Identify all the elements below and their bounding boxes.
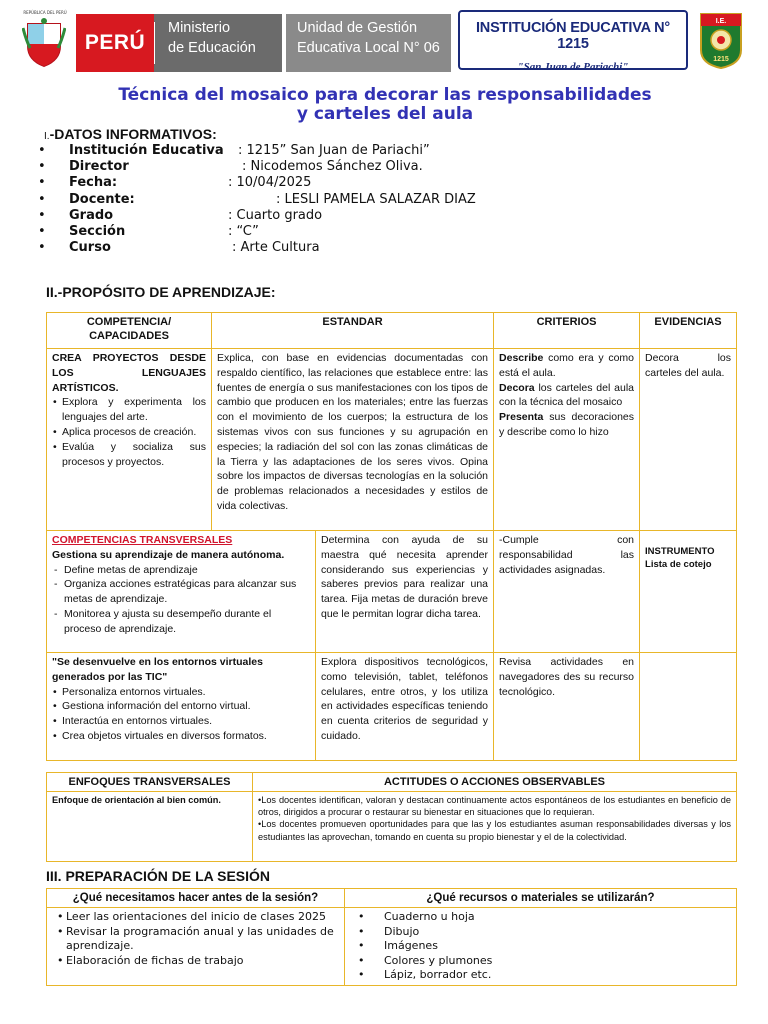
material-item: • Dibujo xyxy=(384,925,731,940)
material-item: • Colores y plumones xyxy=(384,954,731,969)
actitudes-cell xyxy=(253,792,737,862)
capacidad-item: - Define metas de aprendizaje xyxy=(64,563,310,578)
estandar-cell: Explora dispositivos tecnológicos, como televisión, tablet, teléfonos celulares, entre otros, y los utiliza en actividades específicas teniendo en cuenta criterios de seguridad y cuidado. xyxy=(316,653,494,761)
info-value: : 10/04/2025 xyxy=(228,175,312,191)
capacidad-item: • Explora y experimenta los lenguajes del arte. xyxy=(62,395,206,425)
info-label: Fecha: xyxy=(69,175,118,191)
capacidad-item: • Gestiona información del entorno virtual. xyxy=(62,699,310,714)
header-criterios: CRITERIOS xyxy=(494,313,640,349)
capacidad-item: • Crea objetos virtuales en diversos formatos. xyxy=(62,729,310,744)
criterio-verb: Describe xyxy=(499,352,544,364)
capacidad-item: • Personaliza entornos virtuales. xyxy=(62,685,310,700)
competencia-cell xyxy=(47,349,212,531)
before-item: • Elaboración de fichas de trabajo xyxy=(66,954,339,969)
peru-coat-of-arms-icon xyxy=(22,16,66,68)
actitud-item: •Los docentes promueven oportunidades para que las y los estudiantes asuman responsabilidades diversas y los estudiantes las aprovechan, tomando en cuenta su propio bienestar y el de la colectividad. xyxy=(258,819,731,842)
info-list xyxy=(38,143,738,256)
table-row xyxy=(47,349,737,531)
info-value: : LESLI PAMELA SALAZAR DIAZ xyxy=(276,191,476,207)
competencia-title: CREA PROYECTOS DESDE LOS LENGUAJES ARTÍSTICOS. xyxy=(52,352,206,394)
materials-cell xyxy=(345,908,737,986)
info-label: Director xyxy=(69,159,129,175)
table-row xyxy=(47,653,737,761)
section-roman: I. xyxy=(44,131,50,142)
info-value: : 1215” San Juan de Pariachi” xyxy=(238,143,430,158)
capacidad-item: • Aplica procesos de creación. xyxy=(62,425,206,440)
title-line1: Técnica del mosaico para decorar las responsabilidades xyxy=(118,85,652,105)
capacidad-item: - Monitorea y ajusta su desempeño durante el proceso de aprendizaje. xyxy=(64,607,310,637)
criterio-text: sus decoraciones y describe como lo hizo xyxy=(499,411,635,438)
before-item: • Leer las orientaciones del inicio de clases 2025 xyxy=(66,910,339,925)
section-datos-label: -DATOS INFORMATIVOS: xyxy=(49,126,217,142)
criterio-text: como era y como está el aula. xyxy=(499,352,635,379)
info-label: Institución Educativa xyxy=(69,143,224,158)
capacidad-item: - Organiza acciones estratégicas para alcanzar sus metas de aprendizaje. xyxy=(64,577,310,607)
institution-banner xyxy=(458,10,688,73)
evidencias-cell xyxy=(640,653,737,761)
section-preparacion-heading: III. PREPARACIÓN DE LA SESIÓN xyxy=(46,868,271,884)
info-item: • Director : Nicodemos Sánchez Oliva. xyxy=(38,159,423,175)
info-value: : “C” xyxy=(228,223,259,239)
transversal-label: COMPETENCIAS TRANSVERSALES xyxy=(52,534,233,546)
capacidad-item: • Interactúa en entornos virtuales. xyxy=(62,714,310,729)
header-evidencias: EVIDENCIAS xyxy=(640,313,737,349)
info-label: Grado xyxy=(69,207,114,223)
info-item: • Grado : Cuarto grado xyxy=(38,207,323,223)
ministerio-logo xyxy=(154,14,282,72)
capacidad-item: • Evalúa y socializa sus procesos y proyectos. xyxy=(62,440,206,470)
estandar-cell: Explica, con base en evidencias documentadas con respaldo científico, las relaciones que establece entre: las fuentes de energía o sus manifestaciones con los tipos de cambio que producen en los materiales; entre las fuerzas con el movimiento de los cuerpos; la estructura de los sistemas vivos con sus funciones y su agrupación en especies; la radiación del sol con las zonas climáticas de la Tierra y las adaptaciones de los seres vivos. Opina sobre los impactos de diversas tecnologías en la solución de problemas relacionados a necesidades y estilos de vida colectivas. xyxy=(212,349,494,531)
header-before-session: ¿Qué necesitamos hacer antes de la sesión? xyxy=(47,889,345,908)
header-estandar: ESTANDAR xyxy=(212,313,494,349)
competencia-title: Gestiona su aprendizaje de manera autónoma. xyxy=(52,548,285,561)
instrumento-label: INSTRUMENTO xyxy=(645,546,715,557)
document-title xyxy=(60,86,710,124)
info-item: • Institución Educativa : 1215” San Juan de Pariachi” xyxy=(38,143,430,158)
material-item: • Imágenes xyxy=(384,939,731,954)
header-competencia: COMPETENCIA/ CAPACIDADES xyxy=(47,313,212,349)
before-item: • Revisar la programación anual y las unidades de aprendizaje. xyxy=(66,925,339,954)
criterios-cell xyxy=(494,349,640,531)
info-label: Sección xyxy=(69,223,126,239)
instrumento-cell xyxy=(640,531,737,653)
info-item: • Docente: : LESLI PAMELA SALAZAR DIAZ xyxy=(38,191,476,207)
title-line2: y carteles del aula xyxy=(296,104,474,124)
institution-subtitle: "San Juan de Pariachi" xyxy=(517,61,629,73)
ugel-logo xyxy=(286,14,451,72)
info-item: • Fecha: : 10/04/2025 xyxy=(38,175,312,191)
ministerio-line2: de Educación xyxy=(168,40,256,56)
enfoques-table xyxy=(46,772,737,862)
shield-caption: REPÚBLICA DEL PERÚ xyxy=(23,10,67,15)
info-value: : Cuarto grado xyxy=(228,207,323,223)
section-proposito-heading: II.-PROPÓSITO DE APRENDIZAJE: xyxy=(46,284,276,300)
info-item: • Sección : “C” xyxy=(38,223,259,239)
table-row xyxy=(47,792,737,862)
actitud-item: •Los docentes identifican, valoran y destacan continuamente actos espontáneos de los estudiantes en beneficio de otros, dirigidos a procurar o restaurar su bienestar en situaciones que lo requieran. xyxy=(258,795,731,818)
emblem-bottom-text: 1215 xyxy=(713,56,729,63)
criterio-text: los carteles del aula con la técnica del mosaico xyxy=(499,381,635,409)
emblem-top-text: I.E. xyxy=(715,18,727,25)
institution-title: INSTITUCIÓN EDUCATIVA N° 1215 xyxy=(475,20,671,52)
transversal-competencia-cell xyxy=(47,531,316,653)
enfoque-cell: Enfoque de orientación al bien común. xyxy=(47,792,253,862)
estandar-cell: Determina con ayuda de su maestra qué necesita aprender considerando sus experiencias y saberes previos para realizar una tarea. Fija metas de duración breve que le permitan lograr dicha tarea. xyxy=(316,531,494,653)
header-materials: ¿Qué recursos o materiales se utilizarán? xyxy=(345,889,737,908)
table-row xyxy=(47,531,737,653)
table-row xyxy=(47,908,737,986)
ugel-line1: Unidad de Gestión xyxy=(297,20,418,36)
before-session-cell xyxy=(47,908,345,986)
header-enfoques: ENFOQUES TRANSVERSALES xyxy=(47,773,253,792)
header-actitudes: ACTITUDES O ACCIONES OBSERVABLES xyxy=(253,773,737,792)
section-datos-heading xyxy=(44,126,217,142)
criterio-verb: Decora xyxy=(499,381,535,394)
criterios-cell: -Cumple con responsabilidad las actividades asignadas. xyxy=(494,531,640,653)
competencia-title: "Se desenvuelve en los entornos virtuales generados por las TIC" xyxy=(52,656,263,683)
peru-logo: PERÚ xyxy=(76,14,154,72)
evidencias-cell: Decora los carteles del aula. xyxy=(640,349,737,531)
material-item: • Lápiz, borrador etc. xyxy=(384,968,731,983)
info-label: Docente: xyxy=(69,191,135,207)
school-emblem-icon xyxy=(698,10,744,70)
criterios-cell: Revisa actividades en navegadores des su recurso tecnológico. xyxy=(494,653,640,761)
criterio-verb: Presenta xyxy=(499,411,544,424)
preparation-table xyxy=(46,888,737,986)
ugel-line2: Educativa Local N° 06 xyxy=(297,40,440,56)
info-item: • Curso : Arte Cultura xyxy=(38,240,320,256)
instrumento-value: Lista de cotejo xyxy=(645,559,712,570)
ministerio-line1: Ministerio xyxy=(168,20,231,36)
material-item: • Cuaderno u hoja xyxy=(384,910,731,925)
info-value: : Nicodemos Sánchez Oliva. xyxy=(242,159,423,175)
info-value: : Arte Cultura xyxy=(232,240,320,256)
info-label: Curso xyxy=(69,240,111,256)
tic-competencia-cell xyxy=(47,653,316,761)
purpose-table xyxy=(46,312,737,761)
